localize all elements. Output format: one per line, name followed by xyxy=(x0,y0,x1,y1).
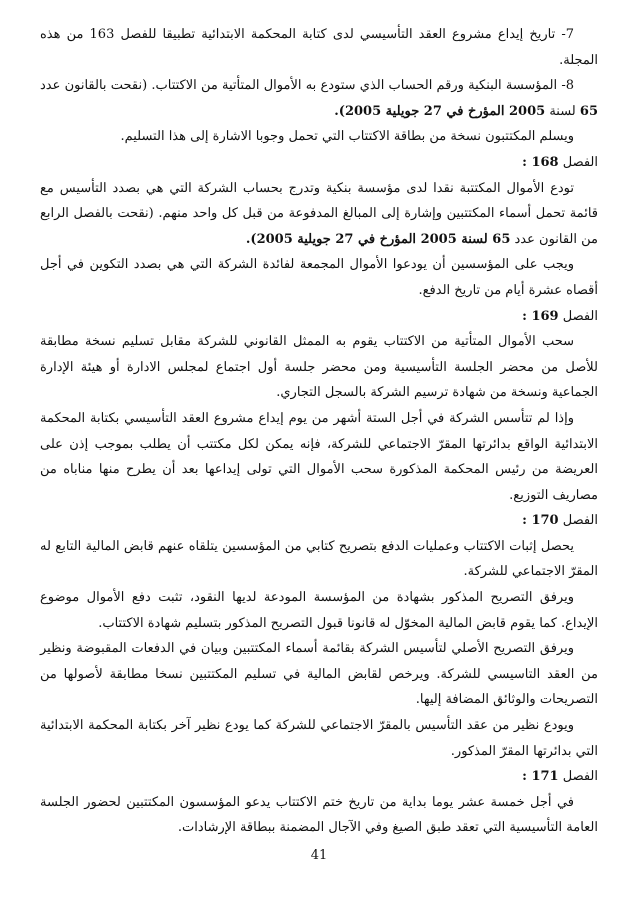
law-reference: 65 لسنة 2005 المؤرخ في 27 جويلية 2005). xyxy=(245,231,511,247)
article-168-heading xyxy=(40,150,598,176)
article-170-paragraph-4: ويودع نظير من عقد التأسيس بالمقرّ الاجتماعي للشركة كما يودع نظير آخر بكتابة المحكمة الابتدائية التي بدائرتها المقرّ المذكور. xyxy=(40,718,598,759)
list-item-8 xyxy=(40,73,598,124)
article-168-paragraph-2: ويجب على المؤسسين أن يودعوا الأموال المجمعة لفائدة الشركة التي هي بصدد التكوين في أجل أقصاه عشرة أيام من تاريخ الدفع. xyxy=(40,257,598,298)
article-170-paragraph-2: ويرفق التصريح المذكور بشهادة من المؤسسة المودعة لديها النقود، تثبت دفع الأموال موضوع الإيداع. كما يقوم قابض المالية المخوّل له قانونا قبول التصريح المذكور بتسليم شهادة الاكتتاب. xyxy=(40,590,598,631)
article-169-paragraph-2: وإذا لم تتأسس الشركة في أجل الستة أشهر من يوم إيداع مشروع العقد التأسيسي بكتابة المحكمة الابتدائية الواقع بدائرتها المقرّ الاجتماعي للشركة، فإنه يمكن لكل مكتتب أن يطلب بموجب إذن على العريضة من رئيس المحكمة المذكورة سحب الأموال التي تولى إيداعها بعد أن يطرح منها مناباه من مصاريف التوزيع. xyxy=(40,410,598,503)
article-label: الفصل xyxy=(562,513,598,529)
article-170-paragraph-3: ويرفق التصريح الأصلي لتأسيس الشركة بقائمة أسماء المكتتبين وبيان في الدفعات المقبوضة ونظير من العقد التاسيسي للشركة. ويرخص لقابض المالية في تسليم المكتتبين نسخا مطابقة لأصولها من التصريحات والوثائق المضافة إليها. xyxy=(40,641,598,708)
copy-delivery-note: ويسلم المكتتبون نسخة من بطاقة الاكتتاب التي تحمل وجوبا الاشارة إلى هذا التسليم. xyxy=(120,129,574,145)
article-label: الفصل xyxy=(562,154,598,170)
article-171-heading xyxy=(40,764,598,790)
law-number: 65 xyxy=(579,103,598,119)
article-label: الفصل xyxy=(562,308,598,324)
article-number: 169 : xyxy=(522,308,559,324)
article-171-paragraph-1: في أجل خمسة عشر يوما بداية من تاريخ ختم الاكتتاب يدعو المؤسسون المكتتبين لحضور الجلسة العامة التأسيسية التي تعقد طبق الصيغ وفي الآجال المضمنة ببطاقة الإرشادات. xyxy=(40,794,598,836)
law-prefix: لسنة xyxy=(549,103,576,119)
list-item-7: 7- تاريخ إيداع مشروع العقد التأسيسي لدى كتابة المحكمة الابتدائية تطبيقا للفصل 163 من هذه المجلة. xyxy=(40,27,598,68)
article-170-heading xyxy=(40,508,598,534)
article-169-heading xyxy=(40,304,598,330)
article-170-paragraph-1: يحصل إثبات الاكتتاب وعمليات الدفع بتصريح كتابي من المؤسسين يتلقاه عنهم قابض المالية التابع له المقرّ الاجتماعي للشركة. xyxy=(40,538,598,580)
article-number: 171 : xyxy=(522,769,559,785)
article-168-paragraph-1 xyxy=(40,176,598,253)
article-169-paragraph-1: سحب الأموال المتأتية من الاكتتاب يقوم به الممثل القانوني للشركة مقابل تسليم نسخة مطابقة للأصل من محضر الجلسة التأسيسية ومن محضر جلسة أول اجتماع لمجلس الادارة أو هيئة الإدارة الجماعية ونسخة من شهادة ترسيم الشركة بالسجل التجاري. xyxy=(40,334,598,401)
list-item-8-text: 8- المؤسسة البنكية ورقم الحساب الذي ستودع به الأموال المتأتية من الاكتتاب. (نقحت بالقانون عدد xyxy=(40,78,574,94)
law-date: 2005 المؤرخ في 27 جويلية 2005). xyxy=(334,103,546,119)
article-number: 170 : xyxy=(522,513,559,529)
paragraph-text: تودع الأموال المكتتبة نقدا لدى مؤسسة بنكية وتدرج بحساب الشركة التي هي بصدد التأسيس مع قائمة تحمل أسماء المكتتبين وإشارة إلى المبالغ المدفوعة من قبل كل واحد منهم. (نقحت بالفصل الرابع من القانون عدد xyxy=(40,180,598,247)
article-label: الفصل xyxy=(562,769,598,785)
document-page xyxy=(40,22,598,841)
article-number: 168 : xyxy=(522,154,559,170)
page-number: 41 xyxy=(310,848,328,863)
